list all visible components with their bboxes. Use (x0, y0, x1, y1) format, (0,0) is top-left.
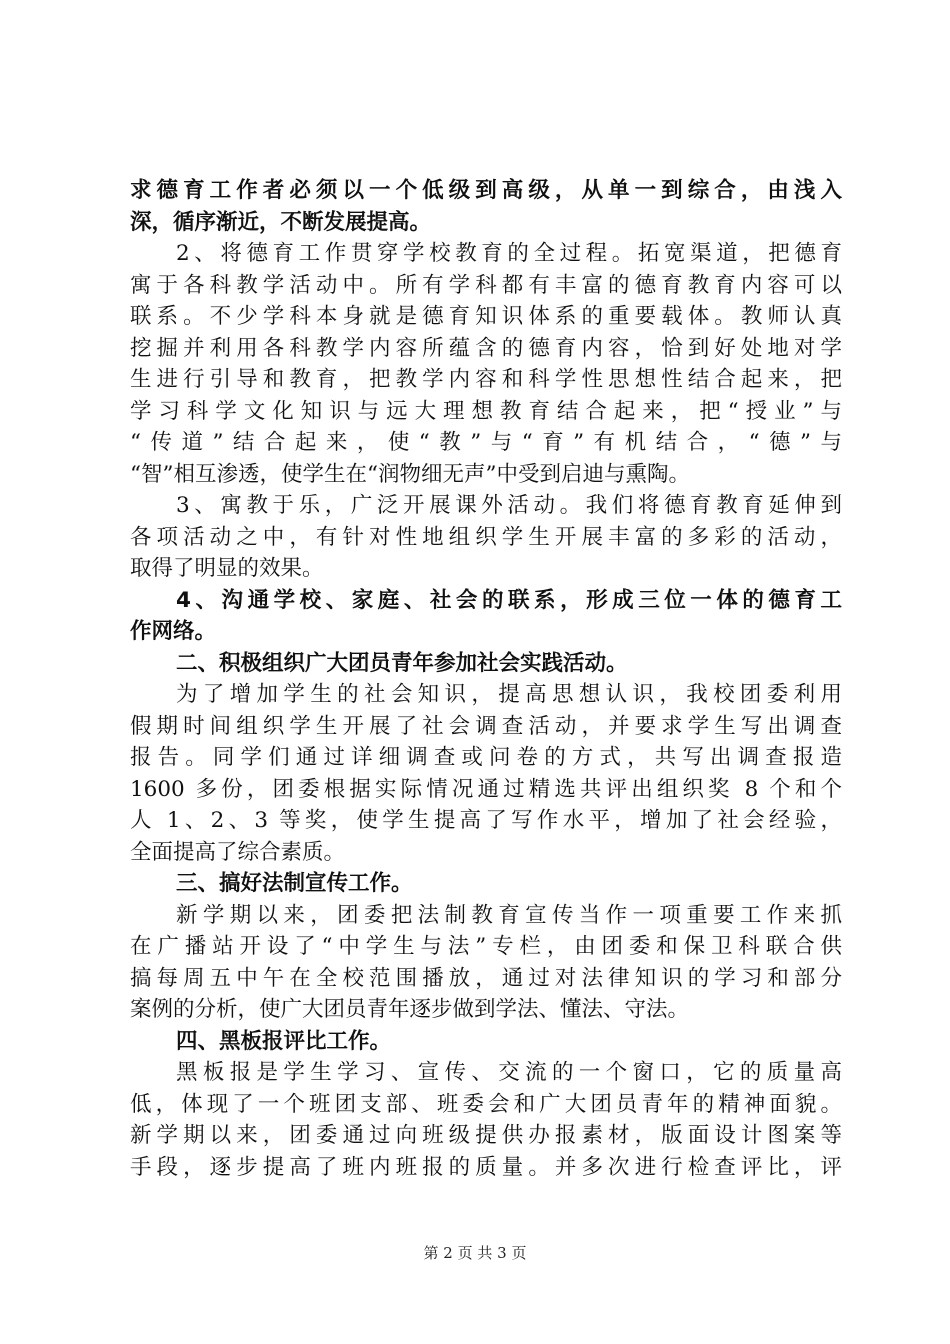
text-line: 低，体现了一个班团支部、班委会和广大团员青年的精神面貌。 (130, 1091, 842, 1117)
text-line: 人 1、2、3 等奖，使学生提高了写作水平，增加了社会经验， (130, 808, 842, 833)
text-line: 四、黑板报评比工作。 (176, 1028, 392, 1054)
text-line: 全面提高了综合素质。 (130, 839, 346, 865)
document-body (130, 175, 842, 1183)
text-line: 作网络。 (130, 619, 217, 644)
text-line: 新学期以来，团委把法制教育宣传当作一项重要工作来抓 (176, 902, 842, 928)
text-line: “智”相互渗透，使学生在“润物细无声”中受到启迪与熏陶。 (130, 461, 690, 487)
text-line: 求德育工作者必须以一个低级到高级，从单一到综合，由浅入 (130, 178, 842, 203)
text-line: 4、沟通学校、家庭、社会的联系，形成三位一体的德育工 (176, 587, 842, 613)
text-line: 为了增加学生的社会知识，提高思想认识，我校团委利用 (176, 682, 842, 707)
text-line: 2、将德育工作贯穿学校教育的全过程。拓宽渠道，把德育 (176, 241, 842, 266)
text-line: 新学期以来，团委通过向班级提供办报素材，版面设计图案等 (130, 1123, 842, 1148)
text-line: 各项活动之中，有针对性地组织学生开展丰富的多彩的活动， (130, 524, 842, 550)
text-line: 手段，逐步提高了班内班报的质量。并多次进行检查评比，评 (130, 1154, 842, 1180)
text-line: 3、寓教于乐，广泛开展课外活动。我们将德育教育延伸到 (176, 493, 842, 518)
text-line: 假期时间组织学生开展了社会调查活动，并要求学生写出调查 (130, 713, 842, 739)
text-line: 黑板报是学生学习、宣传、交流的一个窗口，它的质量高 (176, 1060, 842, 1085)
text-line: 联系。不少学科本身就是德育知识体系的重要载体。教师认真 (130, 304, 842, 329)
page-number-footer: 第 2 页 共 3 页 (423, 1244, 527, 1262)
text-line: 案例的分析，使广大团员青年逐步做到学法、懂法、守法。 (130, 997, 690, 1022)
text-line: 学习科学文化知识与远大理想教育结合起来，把“授业”与 (130, 398, 842, 424)
text-line: 二、积极组织广大团员青年参加社会实践活动。 (176, 650, 628, 676)
text-line: 报告。同学们通过详细调查或问卷的方式，共写出调查报造 (130, 745, 842, 770)
text-line: “传道”结合起来，使“教”与“育”有机结合，“德”与 (130, 430, 842, 455)
text-line: 寓于各科教学活动中。所有学科都有丰富的德育教育内容可以 (130, 272, 842, 298)
text-line: 生进行引导和教育，把教学内容和科学性思想性结合起来，把 (130, 367, 842, 392)
text-line: 深，循序渐近，不断发展提高。 (130, 209, 432, 235)
text-line: 取得了明显的效果。 (130, 556, 324, 581)
text-line: 三、搞好法制宣传工作。 (176, 871, 413, 896)
text-line: 搞每周五中午在全校范围播放，通过对法律知识的学习和部分 (130, 965, 842, 991)
text-line: 1600 多份，团委根据实际情况通过精选共评出组织奖 8 个和个 (130, 776, 842, 802)
text-line: 在广播站开设了“中学生与法”专栏，由团委和保卫科联合供 (130, 934, 842, 959)
text-line: 挖掘并利用各科教学内容所蕴含的德育内容，恰到好处地对学 (130, 335, 842, 361)
